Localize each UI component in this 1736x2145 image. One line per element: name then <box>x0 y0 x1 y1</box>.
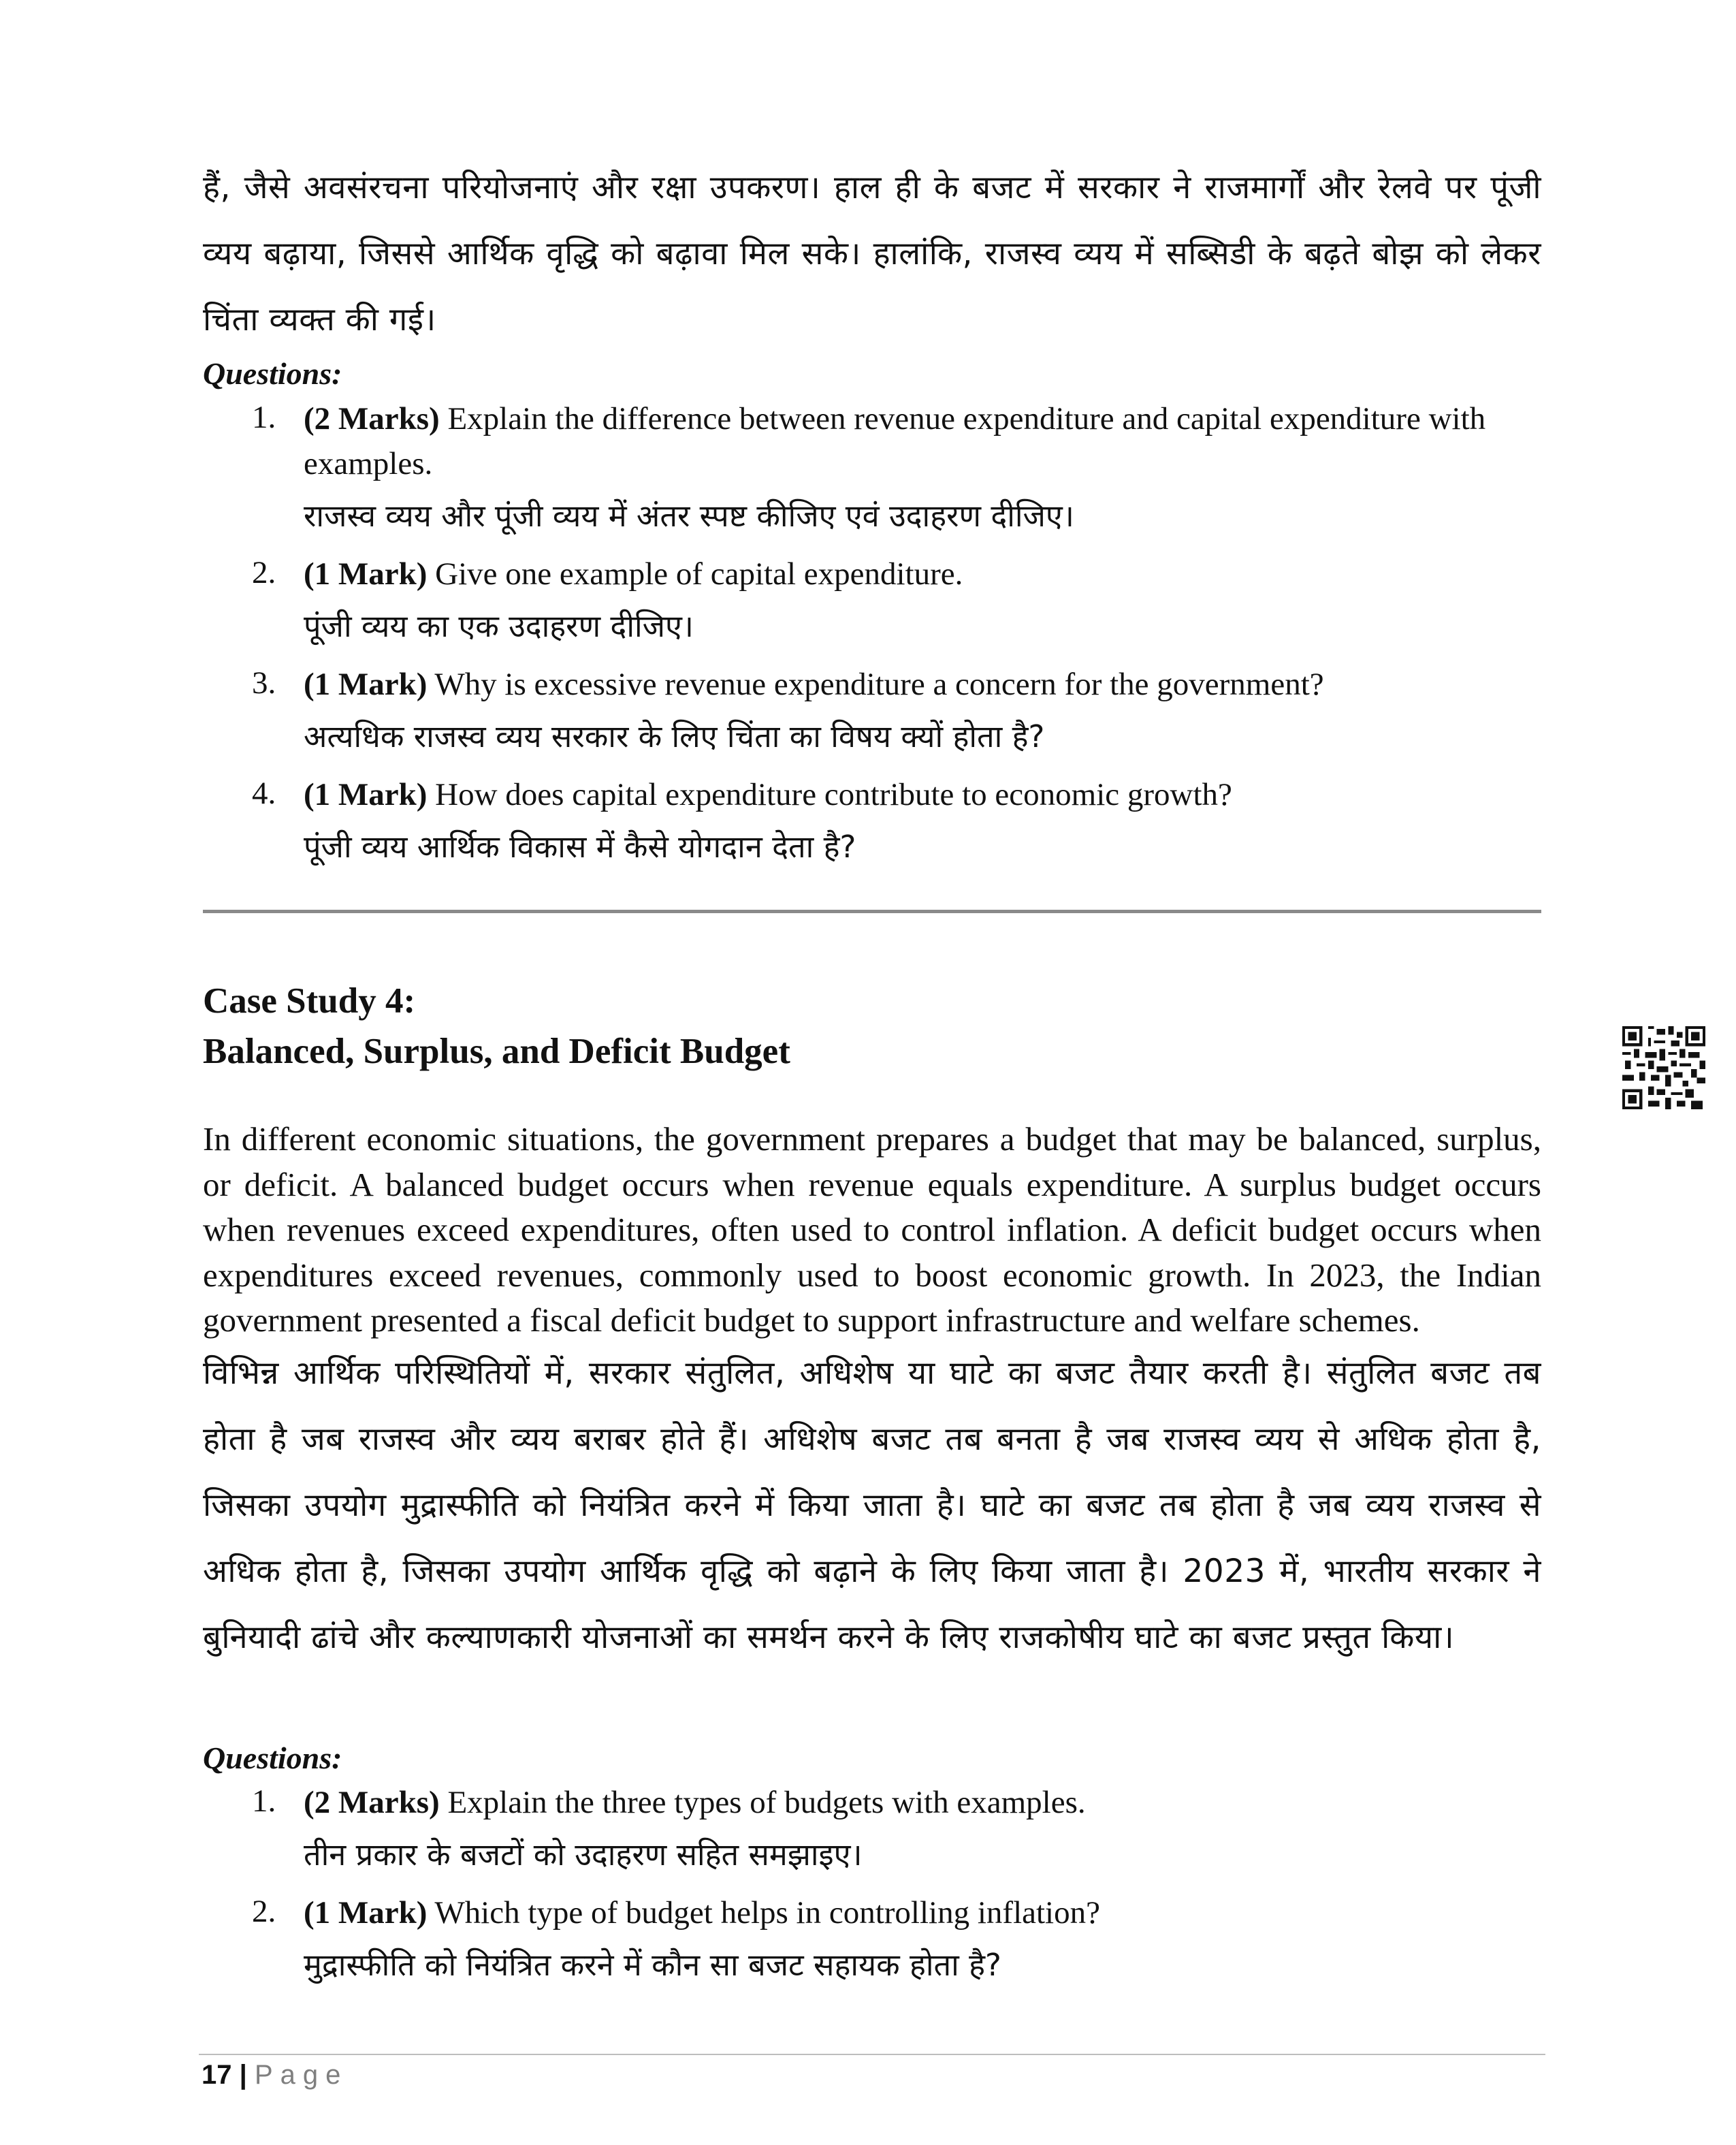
question-text-hindi: पूंजी व्यय आर्थिक विकास में कैसे योगदान देता है? <box>304 829 856 865</box>
case-study-title: Balanced, Surplus, and Deficit Budget <box>203 1032 790 1071</box>
question-number: 2. <box>252 1894 276 1929</box>
question-text-english <box>304 1890 1529 1935</box>
question-text-hindi: तीन प्रकार के बजटों को उदाहरण सहित समझाइए। <box>304 1837 863 1873</box>
question-text-english <box>304 1780 1529 1825</box>
question-body: Why is excessive revenue expenditure a concern for the government? <box>427 667 1324 702</box>
question-marks: (1 Mark) <box>304 667 428 702</box>
question-marks: (1 Mark) <box>304 556 428 592</box>
questions-heading: Questions: <box>203 356 342 391</box>
question-body: How does capital expenditure contribute to economic growth? <box>427 777 1232 812</box>
questions-heading: Questions: <box>203 1741 342 1775</box>
question-number: 3. <box>252 665 276 701</box>
case-study-label: Case Study 4: <box>203 981 416 1021</box>
question-text-hindi: मुद्रास्फीति को नियंत्रित करने में कौन सा बजट सहायक होता है? <box>304 1947 1001 1983</box>
question-number: 1. <box>252 400 276 435</box>
question-text-hindi: अत्यधिक राजस्व व्यय सरकार के लिए चिंता का विषय क्यों होता है? <box>304 718 1045 754</box>
page-number: 17 <box>202 2060 232 2090</box>
question-number: 2. <box>252 555 276 590</box>
section-divider <box>203 910 1541 913</box>
question-marks: (1 Mark) <box>304 777 428 812</box>
question-text-english <box>304 772 1529 817</box>
page-label: Page <box>254 2060 349 2090</box>
question-marks: (2 Marks) <box>304 1785 440 1820</box>
question-number: 4. <box>252 776 276 811</box>
question-number: 1. <box>252 1783 276 1819</box>
question-text-hindi: पूंजी व्यय का एक उदाहरण दीजिए। <box>304 608 694 644</box>
question-body: Explain the three types of budgets with examples. <box>439 1785 1086 1820</box>
question-text-hindi: राजस्व व्यय और पूंजी व्यय में अंतर स्पष्ट कीजिए एवं उदाहरण दीजिए। <box>304 498 1074 534</box>
case-study-paragraph-hindi: विभिन्न आर्थिक परिस्थितियों में, सरकार संतुलित, अधिशेष या घाटे का बजट तैयार करती है। संतुलित बजट तब होता है जब राजस्व और व्यय बराबर होते हैं। अधिशेष बजट तब बनता है जब राजस्व व्यय से अधिक होता है, जिसका उपयोग मुद्रास्फीति को नियंत्रित करने में किया जाता है। घाटे का बजट तब होता है जब व्यय राजस्व से अधिक होता है, जिसका उपयोग आर्थिक वृद्धि को बढ़ाने के लिए किया जाता है। 2023 में, भारतीय सरकार ने बुनियादी ढांचे और कल्याणकारी योजनाओं का समर्थन करने के लिए राजकोषीय घाटे का बजट प्रस्तुत किया। <box>203 1354 1541 1656</box>
question-marks: (1 Mark) <box>304 1895 428 1930</box>
question-body: Give one example of capital expenditure. <box>427 556 963 592</box>
question-marks: (2 Marks) <box>304 401 440 436</box>
qr-code-icon <box>1622 1026 1705 1109</box>
question-text-english <box>304 662 1529 707</box>
question-body: Explain the difference between revenue expenditure and capital expenditure with examples. <box>304 401 1486 481</box>
question-body: Which type of budget helps in controlling inflation? <box>427 1895 1100 1930</box>
question-text-english <box>304 552 1529 597</box>
footer-separator: | <box>239 2060 247 2090</box>
intro-paragraph-hindi: हैं, जैसे अवसंरचना परियोजनाएं और रक्षा उपकरण। हाल ही के बजट में सरकार ने राजमार्गों और रेलवे पर पूंजी व्यय बढ़ाया, जिससे आर्थिक वृद्धि को बढ़ावा मिल सके। हालांकि, राजस्व व्यय में सब्सिडी के बढ़ते बोझ को लेकर चिंता व्यक्त की गई। <box>203 169 1541 338</box>
question-text-english <box>304 396 1529 486</box>
case-study-paragraph-english: In different economic situations, the government prepares a budget that may be balanced, surplus, or deficit. A balanced budget occurs when revenue equals expenditure. A surplus budget occurs when revenues exceed expenditures, often used to control inflation. A deficit budget occurs when expenditures exceed revenues, commonly used to boost economic growth. In 2023, the Indian government presented a fiscal deficit budget to support infrastructure and welfare schemes. <box>203 1120 1541 1339</box>
footer-divider <box>199 2054 1545 2055</box>
page-footer <box>202 2060 348 2091</box>
